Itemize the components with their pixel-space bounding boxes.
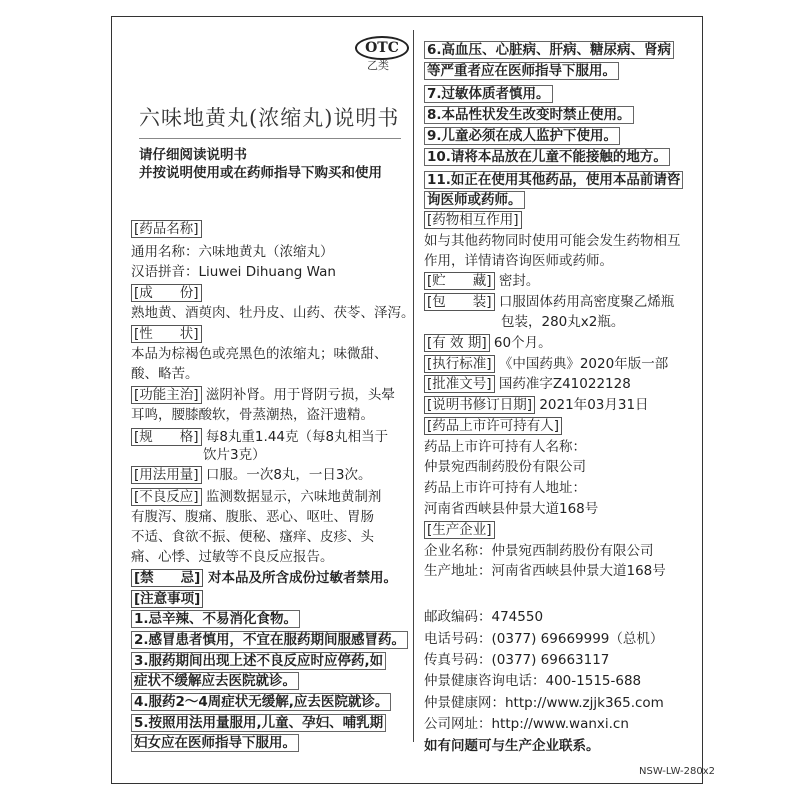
generic-name: 通用名称：六味地黄丸（浓缩丸） xyxy=(131,244,334,260)
holder-heading: [药品上市许可持有人] xyxy=(424,417,562,435)
revision-row: [说明书修订日期] 2021年03月31日 xyxy=(424,396,649,414)
character-text-2: 酸、略苦。 xyxy=(131,366,199,382)
phone-number: 电话号码：(0377) 69669999（总机） xyxy=(424,631,664,647)
adverse-text-2: 有腹泻、腹痛、腹胀、恶心、呕吐、胃肠 xyxy=(131,509,374,525)
caution-item-10: 10.请将本品放在儿童不能接触的地方。 xyxy=(424,148,670,166)
postal-code: 邮政编码：474550 xyxy=(424,609,544,625)
holder-address: 河南省西峡县仲景大道168号 xyxy=(424,501,599,517)
caution-item-5a: 5.按照用法用量服用,儿童、孕妇、哺乳期 xyxy=(131,714,386,732)
interaction-heading: [药物相互作用] xyxy=(424,211,522,229)
caution-item-5b: 妇女应在医师指导下服用。 xyxy=(131,734,299,752)
caution-item-3b: 症状不缓解应去医院就诊。 xyxy=(131,672,299,690)
character-text-1: 本品为棕褐色或亮黑色的浓缩丸；味微甜、 xyxy=(131,346,388,362)
company-website: 公司网址：http://www.wanxi.cn xyxy=(424,716,629,732)
caution-item-11b: 询医师或药师。 xyxy=(424,191,525,209)
contraindication-row: [禁 忌] 对本品及所含成份过敏者禁用。 xyxy=(131,569,397,587)
holder-name-label: 药品上市许可持有人名称： xyxy=(424,439,586,455)
adverse-text-4: 痛、心悸、过敏等不良反应报告。 xyxy=(131,549,334,565)
health-hotline: 仲景健康咨询电话：400-1515-688 xyxy=(424,673,642,689)
ingredients-heading: [成 份] xyxy=(131,284,202,302)
ingredients-text: 熟地黄、酒萸肉、牡丹皮、山药、茯苓、泽泻。 xyxy=(131,305,415,321)
print-code: NSW-LW-280x2 xyxy=(639,766,716,777)
page-title: 六味地黄丸(浓缩丸)说明书 xyxy=(139,106,400,130)
pinyin-name: 汉语拼音：Liuwei Dihuang Wan xyxy=(131,264,336,280)
caution-item-11a: 11.如正在使用其他药品，使用本品前请咨 xyxy=(424,171,683,189)
manufacturer-address: 生产地址：河南省西峡县仲景大道168号 xyxy=(424,563,666,579)
fax-number: 传真号码：(0377) 69663117 xyxy=(424,652,610,668)
caution-item-9: 9.儿童必须在成人监护下使用。 xyxy=(424,127,620,145)
health-website: 仲景健康网：http://www.zjjk365.com xyxy=(424,695,664,711)
caution-item-6b: 等严重者应在医师指导下服用。 xyxy=(424,62,619,80)
manufacturer-name: 企业名称：仲景宛西制药股份有限公司 xyxy=(424,543,654,559)
spec-text-2: 饮片3克） xyxy=(203,447,266,463)
manufacturer-heading: [生产企业] xyxy=(424,521,495,539)
caution-item-4: 4.服药2～4周症状无缓解,应去医院就诊。 xyxy=(131,693,391,711)
caution-item-6a: 6.高血压、心脏病、肝病、糖尿病、肾病 xyxy=(424,41,674,59)
spec-row: [规 格] 每8丸重1.44克（每8丸相当于 xyxy=(131,428,388,446)
interaction-text-1: 如与其他药物同时使用可能会发生药物相互 xyxy=(424,233,681,249)
caution-heading: [注意事项] xyxy=(131,590,203,608)
title-underline xyxy=(139,138,401,139)
caution-item-1: 1.忌辛辣、不易消化食物。 xyxy=(131,610,300,628)
caution-item-3a: 3.服药期间出现上述不良反应时应停药,如 xyxy=(131,652,386,670)
storage-row: [贮 藏] 密封。 xyxy=(424,272,539,290)
holder-name: 仲景宛西制药股份有限公司 xyxy=(424,459,586,475)
caution-item-7: 7.过敏体质者慎用。 xyxy=(424,85,553,103)
caution-item-2: 2.感冒患者慎用，不宜在服药期间服感冒药。 xyxy=(131,631,408,649)
package-text-2: 包装，280丸x2瓶。 xyxy=(501,314,625,330)
notice-line-2: 并按说明使用或在药师指导下购买和使用 xyxy=(139,165,382,181)
character-heading: [性 状] xyxy=(131,325,202,343)
adverse-text-3: 不适、食欲不振、便秘、瘙痒、皮疹、头 xyxy=(131,529,374,545)
column-divider xyxy=(413,30,414,742)
otc-badge: OTC xyxy=(355,36,409,60)
notice-line-1: 请仔细阅读说明书 xyxy=(139,147,247,163)
adverse-row: [不良反应] 监测数据显示，六味地黄制剂 xyxy=(131,488,381,506)
caution-item-8: 8.本品性状发生改变时禁止使用。 xyxy=(424,106,634,124)
standard-row: [执行标准] 《中国药典》2020年版一部 xyxy=(424,355,668,373)
package-row: [包 装] 口服固体药用高密度聚乙烯瓶 xyxy=(424,293,674,311)
holder-address-label: 药品上市许可持有人地址： xyxy=(424,480,586,496)
contact-note: 如有问题可与生产企业联系。 xyxy=(424,738,600,754)
drug-name-heading: [药品名称] xyxy=(131,220,202,238)
usage-row: [用法用量] 口服。一次8丸，一日3次。 xyxy=(131,466,372,484)
function-text-2: 耳鸣，腰膝酸软，骨蒸潮热，盗汗遗精。 xyxy=(131,407,374,423)
interaction-text-2: 作用，详情请咨询医师或药师。 xyxy=(424,253,613,269)
validity-row: [有 效 期] 60个月。 xyxy=(424,334,552,352)
approval-row: [批准文号] 国药准字Z41022128 xyxy=(424,375,631,393)
otc-class-label: 乙类 xyxy=(367,59,389,72)
function-row: [功能主治] 滋阴补肾。用于肾阴亏损，头晕 xyxy=(131,386,395,404)
